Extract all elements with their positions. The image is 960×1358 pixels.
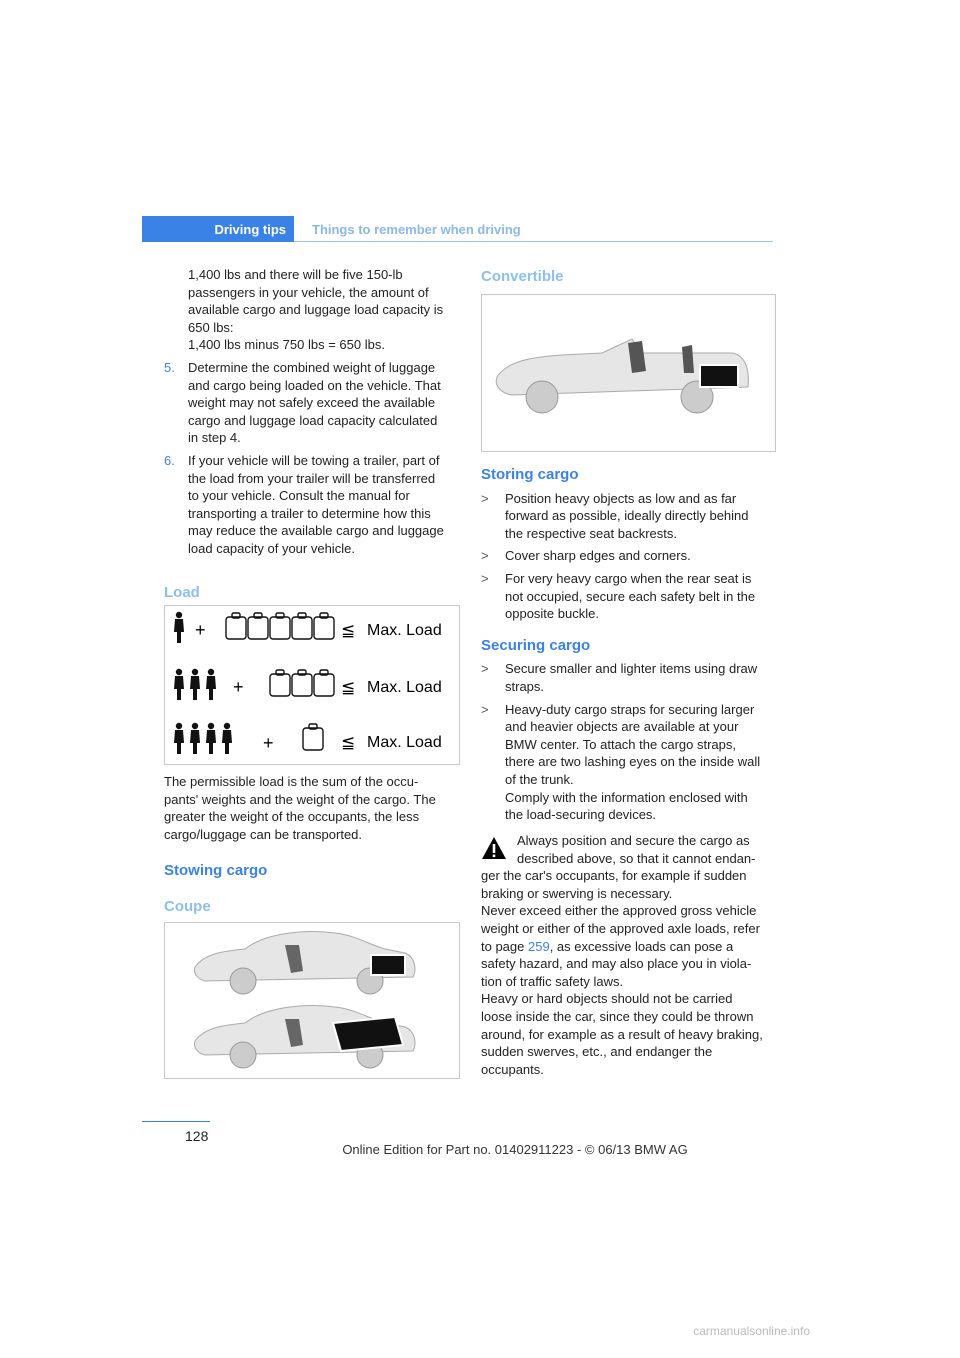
max-load-label: Max. Load bbox=[367, 679, 442, 696]
text-line: Heavy-duty cargo straps for securing larger bbox=[505, 701, 755, 717]
text-line: the load-securing devices. bbox=[505, 807, 657, 823]
text-line: straps. bbox=[505, 678, 545, 694]
max-load-label: Max. Load bbox=[367, 734, 442, 751]
storing-section bbox=[481, 466, 773, 824]
convertible-heading: Convertible bbox=[481, 268, 564, 285]
load-figure bbox=[164, 605, 460, 765]
coupe-heading: Coupe bbox=[164, 897, 211, 915]
plus-sign: + bbox=[263, 733, 274, 753]
text-line: Determine the combined weight of luggage bbox=[188, 359, 436, 375]
text-line: in step 4. bbox=[188, 430, 241, 446]
step-number: 6. bbox=[164, 452, 175, 468]
plus-sign: + bbox=[195, 620, 206, 640]
text-line: and heavier objects are available at your bbox=[505, 719, 739, 735]
convertible-figure bbox=[481, 294, 776, 452]
load-diagram bbox=[165, 606, 459, 764]
step-5 bbox=[164, 359, 462, 447]
leq-sign: ≦ bbox=[341, 678, 356, 698]
text-line: Position heavy objects as low and as far bbox=[505, 490, 737, 506]
text-fragment: to page bbox=[481, 938, 528, 954]
page-link[interactable]: 259 bbox=[528, 938, 550, 954]
text-line: cargo and luggage load capacity calculated bbox=[188, 412, 438, 428]
header-rule bbox=[294, 241, 773, 242]
text-line: BMW center. To attach the cargo straps, bbox=[505, 736, 736, 752]
text-line: For very heavy cargo when the rear seat is bbox=[505, 570, 752, 586]
text-line: to your vehicle. Consult the manual for bbox=[188, 488, 410, 504]
step-number: 5. bbox=[164, 359, 175, 375]
warning-block bbox=[481, 832, 773, 1078]
text-line: sudden swerves, etc., and endanger the bbox=[481, 1044, 713, 1060]
section-title: Things to remember when driving bbox=[312, 222, 521, 237]
row-one-person bbox=[174, 612, 442, 643]
chapter-label: Driving tips bbox=[214, 222, 286, 237]
text-line: safety hazard, and may also place you in viola- bbox=[481, 956, 752, 972]
page-number-rule bbox=[142, 1121, 210, 1122]
text-line: Always position and secure the cargo as bbox=[517, 833, 750, 848]
list-item bbox=[481, 570, 773, 623]
text-line: occupants. bbox=[481, 1061, 544, 1077]
bullet-mark: > bbox=[481, 570, 489, 586]
text-line: Never exceed either the approved gross vehicle bbox=[481, 903, 757, 919]
text-line: and cargo being loaded on the vehicle. That bbox=[188, 377, 441, 393]
warning-lead bbox=[481, 832, 773, 867]
leq-sign: ≦ bbox=[341, 621, 356, 641]
text-line: braking or swerving is necessary. bbox=[481, 885, 673, 901]
text-line: If your vehicle will be towing a trailer, part of bbox=[188, 452, 440, 468]
text-line: ger the car's occupants, for example if sudden bbox=[481, 868, 747, 884]
text-line: The permissible load is the sum of the occu- bbox=[164, 774, 419, 789]
text-line: greater the weight of the occupants, the less bbox=[164, 809, 420, 825]
page-number: 128 bbox=[185, 1128, 209, 1144]
text-line: tion of traffic safety laws. bbox=[481, 973, 624, 989]
stowing-heading: Stowing cargo bbox=[164, 862, 268, 880]
coupe-figure bbox=[164, 922, 460, 1079]
convertible-illustration bbox=[482, 295, 775, 451]
step-6 bbox=[164, 452, 462, 558]
text-line: available cargo and luggage load capacity is bbox=[188, 302, 444, 318]
list-item bbox=[481, 660, 773, 695]
leq-sign: ≦ bbox=[341, 733, 356, 753]
text-line: of the trunk. bbox=[505, 771, 574, 787]
securing-heading: Securing cargo bbox=[481, 636, 591, 654]
bullet-mark: > bbox=[481, 548, 489, 564]
text-line: weight or either of the approved axle loads, refer bbox=[481, 920, 760, 936]
row-three-persons bbox=[174, 669, 442, 700]
text-line: 1,400 lbs and there will be five 150-lb bbox=[188, 267, 403, 282]
list-item bbox=[481, 490, 773, 543]
storing-heading: Storing cargo bbox=[481, 466, 579, 483]
text-line: cargo/luggage can be transported. bbox=[164, 826, 363, 842]
text-line: there are two lashing eyes on the inside wall bbox=[505, 754, 761, 770]
text-line: loose inside the car, since they could be thrown bbox=[481, 1008, 754, 1024]
text-line: load capacity of your vehicle. bbox=[188, 540, 355, 556]
text-line: passengers in your vehicle, the amount of bbox=[188, 284, 429, 300]
text-line: may reduce the available cargo and luggage bbox=[188, 523, 444, 539]
step4-continuation bbox=[164, 266, 462, 354]
text-line: transporting a trailer to determine how this bbox=[188, 505, 431, 521]
text-line: 650 lbs: bbox=[188, 319, 234, 335]
text-line: Comply with the information enclosed with bbox=[505, 789, 748, 805]
load-heading: Load bbox=[164, 583, 200, 601]
text-line: Cover sharp edges and corners. bbox=[505, 548, 691, 564]
right-column bbox=[481, 268, 773, 286]
text-line: described above, so that it cannot endan- bbox=[517, 850, 756, 866]
text-fragment: , as excessive loads can pose a bbox=[549, 938, 734, 954]
text-line: Secure smaller and lighter items using draw bbox=[505, 661, 758, 677]
footer-text: Online Edition for Part no. 01402911223 - © 06/13 BMW AG bbox=[342, 1142, 688, 1157]
text-line: around, for example as a result of heavy braking, bbox=[481, 1026, 763, 1042]
text-line: Heavy or hard objects should not be carried bbox=[481, 991, 733, 1007]
text-line: pants' weights and the weight of the cargo. The bbox=[164, 791, 436, 807]
footer bbox=[0, 1142, 960, 1157]
watermark: carmanualsonline.info bbox=[693, 1324, 810, 1338]
coupe-illustration bbox=[165, 923, 459, 1078]
chapter-tab bbox=[142, 216, 294, 242]
text-line: weight may not safely exceed the available bbox=[188, 395, 436, 411]
text-line: the load from your trailer will be transferred bbox=[188, 470, 436, 486]
page-reference-line bbox=[481, 938, 773, 956]
left-column bbox=[164, 266, 462, 601]
plus-sign: + bbox=[233, 677, 244, 697]
text-line: opposite buckle. bbox=[505, 606, 599, 622]
max-load-label: Max. Load bbox=[367, 622, 442, 639]
list-item bbox=[481, 547, 773, 565]
text-line: the respective seat backrests. bbox=[505, 525, 677, 541]
bullet-mark: > bbox=[481, 701, 489, 717]
list-item bbox=[481, 701, 773, 824]
load-description bbox=[164, 773, 462, 916]
text-line: forward as possible, ideally directly behind bbox=[505, 508, 749, 524]
bullet-mark: > bbox=[481, 661, 489, 677]
text-line: 1,400 lbs minus 750 lbs = 650 lbs. bbox=[188, 337, 385, 353]
text-line: not occupied, secure each safety belt in the bbox=[505, 588, 756, 604]
row-four-persons bbox=[174, 723, 442, 754]
bullet-mark: > bbox=[481, 490, 489, 506]
